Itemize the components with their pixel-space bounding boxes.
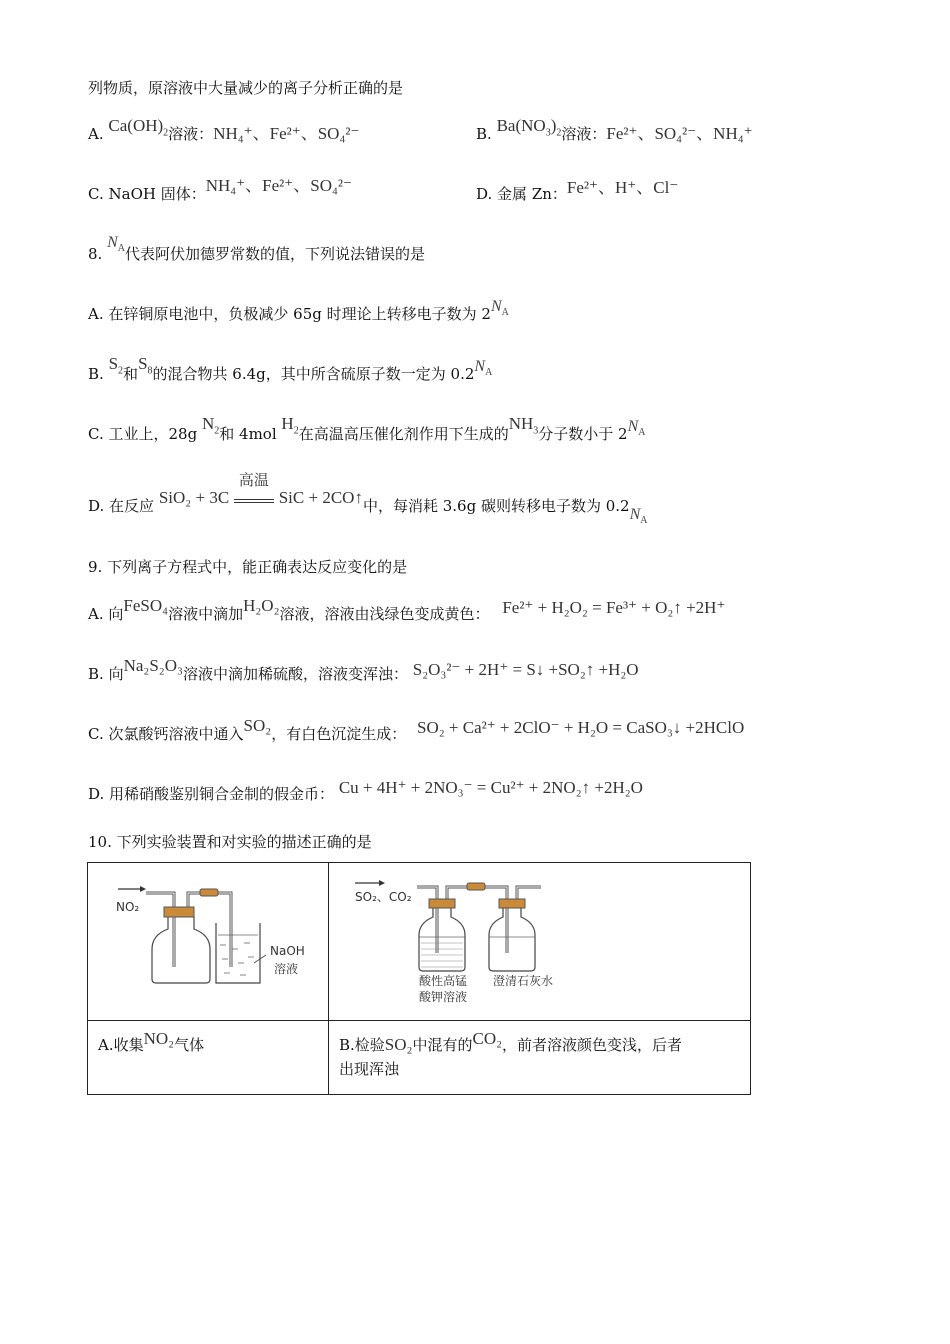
- q8-option-a: A. 在锌铜原电池中，负极减少 65g 时理论上转移电子数为 $2N_A$: [88, 298, 509, 323]
- q10-table: [87, 862, 751, 1095]
- caption-a-cell: [88, 1021, 329, 1095]
- q10-stem: 10. 下列实验装置和对实验的描述正确的是: [88, 833, 372, 851]
- apparatus-b-diagram: [329, 863, 749, 1016]
- beaker-label-2: 溶液: [274, 962, 299, 976]
- q7-option-d: D. 金属 Zn：Fe²⁺、H⁺、Cl⁻: [476, 178, 679, 203]
- caption-b: B.检验SO₂中混有的CO₂，前者溶液颜色变浅，后者 出现浑浊: [339, 1029, 683, 1078]
- gas-no2-label: NO₂: [116, 900, 140, 914]
- q9-option-d: D. 用稀硝酸鉴别铜合金制的假金币： Cu + 4H⁺ + 2NO₃⁻ = Cu²⁺ + 2NO₂↑ +2H₂O: [88, 778, 643, 803]
- diagram-b-cell: [329, 863, 751, 1021]
- bottle1-label-2: 酸钾溶液: [419, 990, 468, 1004]
- q9-stem: 9. 下列离子方程式中，能正确表达反应变化的是: [88, 558, 408, 576]
- q9-option-b: B. 向Na₂S₂O₃溶液中滴加稀硫酸，溶液变浑浊： S₂O₃²⁻ + 2H⁺ = S↓ +SO₂↑ +H₂O: [88, 656, 639, 683]
- q9-option-c: C. 次氯酸钙溶液中通入SO₂，有白色沉淀生成： SO₂ + Ca²⁺ + 2ClO⁻ + H₂O = CaSO₃↓ +2HClO: [88, 716, 745, 743]
- q7-stem: 列物质，原溶液中大量减少的离子分析正确的是: [88, 79, 404, 97]
- apparatus-a-diagram: [88, 863, 328, 1016]
- q8-option-d: D. 在反应 SiO₂ + 3C 高温 SiC + 2CO↑中，每消耗 3.6g 碳则转移电子数为 $0.2N_A$: [88, 473, 648, 527]
- diagram-a-cell: [88, 863, 329, 1021]
- q9-option-a: A. 向FeSO₄溶液中滴加H₂O₂溶液，溶液由浅绿色变成黄色： Fe²⁺ + H₂O₂ = Fe³⁺ + O₂↑ +2H⁺: [88, 596, 726, 623]
- q7-option-a: A. $Ca(OH)_2$溶液：NH₄⁺、Fe²⁺、SO₄²⁻: [88, 116, 360, 143]
- caption-a: A.收集NO₂气体: [98, 1029, 205, 1054]
- caption-b-cell: [329, 1021, 751, 1095]
- q8-option-b: B. $S_2$和$S_8$的混合物共 6.4g，其中所含硫原子数一定为 $0.2N_A$: [88, 354, 493, 383]
- q7-a-ions: NH₄⁺、Fe²⁺、SO₄²⁻: [213, 124, 360, 143]
- bottle2-label: 澄清石灰水: [493, 974, 554, 988]
- gas-so2-co2-label: SO₂、CO₂: [355, 890, 412, 904]
- q8-stem: 8. $N_A$代表阿伏加德罗常数的值，下列说法错误的是: [88, 234, 426, 263]
- q7-option-c: C. NaOH 固体：NH₄⁺、Fe²⁺、SO₄²⁻: [88, 176, 352, 203]
- q7-option-b: B. $Ba(NO_3)_2$溶液：Fe²⁺、SO₄²⁻、NH₄⁺: [476, 116, 753, 143]
- beaker-label-1: NaOH: [270, 944, 305, 958]
- bottle1-label-1: 酸性高锰: [419, 974, 468, 988]
- q8-option-c: C. 工业上，28g $N_2$和 4mol $H_2$在高温高压催化剂作用下生成的$NH_3$分子数小于 $2N_A$: [88, 414, 646, 443]
